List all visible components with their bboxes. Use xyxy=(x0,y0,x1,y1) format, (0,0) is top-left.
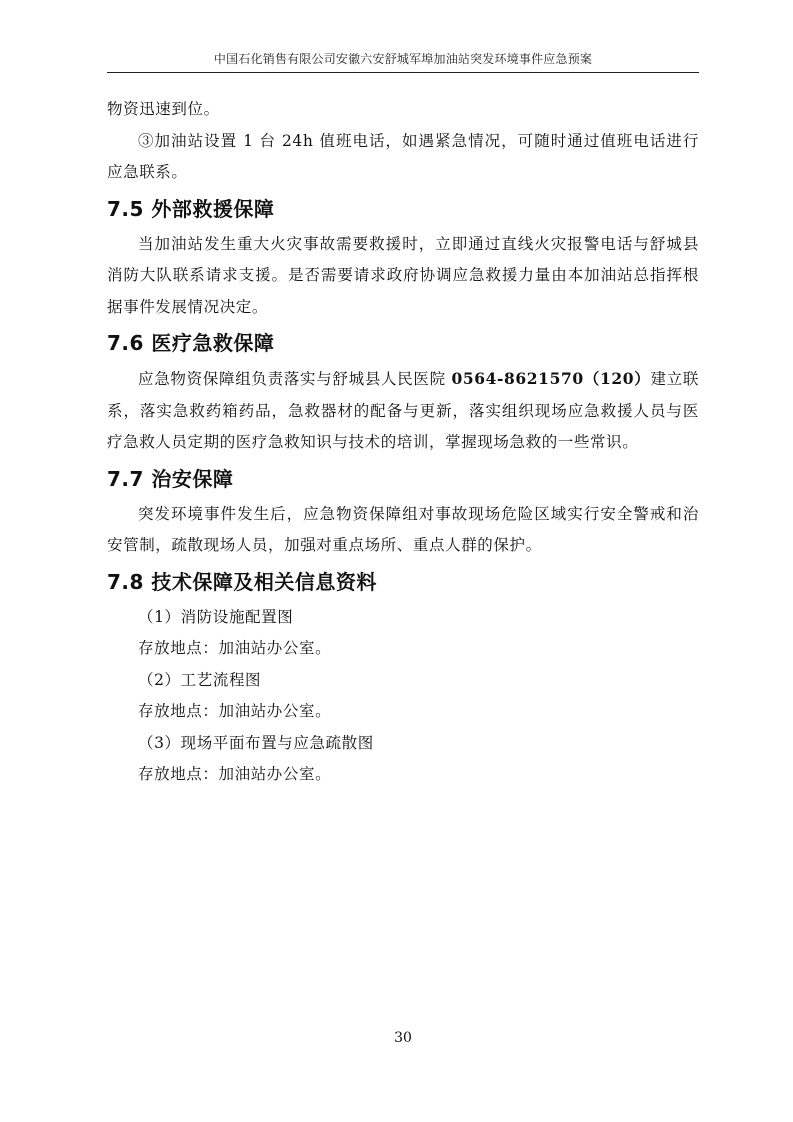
list-item-location: 存放地点：加油站办公室。 xyxy=(138,765,332,783)
paragraph-public-security: 突发环境事件发生后，应急物资保障组对事故现场危险区域实行安全警戒和治安管制，疏散现场人员，加强对重点场所、重点人群的保护。 xyxy=(107,504,699,554)
list-item-site-layout: （3）现场平面布置与应急疏散图 xyxy=(138,733,374,752)
document-body xyxy=(107,94,699,791)
list-item-process-flow: （2）工艺流程图 xyxy=(138,670,262,689)
list-item-location: 存放地点：加油站办公室。 xyxy=(138,639,332,657)
section-heading-7-8: 7.8 技术保障及相关信息资料 xyxy=(107,569,377,594)
hospital-phone: 0564-8621570（120） xyxy=(451,369,651,388)
page-number: 30 xyxy=(394,1030,412,1046)
medical-text-a: 应急物资保障组负责落实与舒城县人民医院 xyxy=(138,370,452,388)
section-heading-7-7: 7.7 治安保障 xyxy=(107,466,234,491)
paragraph-continuation: 物资迅速到位。 xyxy=(107,100,220,118)
paragraph-external-rescue: 当加油站发生重大火灾事故需要救援时，立即通过直线火灾报警电话与舒城县消防大队联系请求支援。是否需要请求政府协调应急救援力量由本加油站总指挥根据事件发展情况决定。 xyxy=(107,234,699,316)
paragraph-duty-phone: ③加油站设置 1 台 24h 值班电话，如遇紧急情况，可随时通过值班电话进行应急联系。 xyxy=(107,131,699,181)
header-divider xyxy=(107,72,699,73)
list-item-fire-facilities: （1）消防设施配置图 xyxy=(138,607,294,626)
paragraph-medical-aid xyxy=(107,363,699,459)
section-heading-7-6: 7.6 医疗急救保障 xyxy=(107,331,275,355)
list-item-location: 存放地点：加油站办公室。 xyxy=(138,702,332,720)
section-heading-7-5: 7.5 外部救援保障 xyxy=(107,196,275,221)
medical-text-b: 建立联系，落实急救药箱药品，急救器材的配备与更新，落实组织现场应急救援人员与医疗急救人员定期的医疗急救知识与技术的培训，掌握现场急救的一些常识。 xyxy=(107,370,699,451)
document-header: 中国石化销售有限公司安徽六安舒城军埠加油站突发环境事件应急预案 xyxy=(213,52,593,66)
